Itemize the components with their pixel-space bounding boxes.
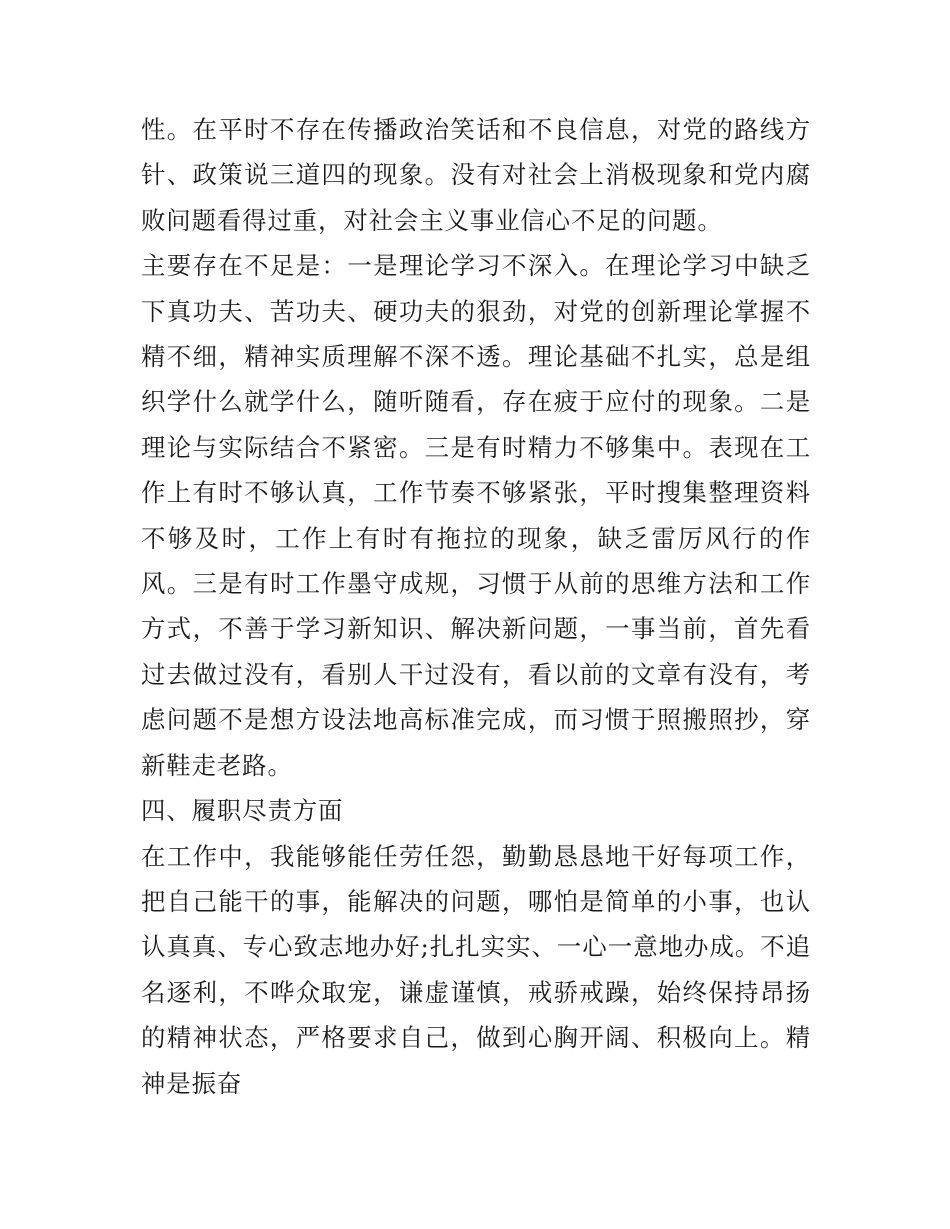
section-heading-duty: 四、履职尽责方面	[141, 796, 344, 826]
document-body	[141, 107, 811, 1106]
paragraph-shortcomings: 主要存在不足是：一是理论学习不深入。在理论学习中缺乏下真功夫、苦功夫、硬功夫的狠劲，对党的创新理论掌握不精不细，精神实质理解不深不透。理论基础不扎实，总是组织学什么就学什么，随听随看，存在疲于应付的现象。二是理论与实际结合不紧密。三是有时精力不够集中。表现在工作上有时不够认真，工作节奏不够紧张，平时搜集整理资料不够及时，工作上有时有拖拉的现象，缺乏雷厉风行的作风。三是有时工作墨守成规，习惯于从前的思维方法和工作方式，不善于学习新知识、解决新问题，一事当前，首先看过去做过没有，看别人干过没有，看以前的文章有没有，考虑问题不是想方设法地高标准完成，而习惯于照搬照抄，穿新鞋走老路。	[141, 251, 811, 780]
paragraph-political-attitude: 性。在平时不存在传播政治笑话和不良信息，对党的路线方针、政策说三道四的现象。没有对社会上消极现象和党内腐败问题看得过重，对社会主义事业信心不足的问题。	[141, 115, 811, 235]
paragraph-duty-performance: 在工作中，我能够能任劳任怨，勤勤恳恳地干好每项工作，把自己能干的事，能解决的问题，哪怕是简单的小事，也认认真真、专心致志地办好;扎扎实实、一心一意地办成。不追名逐利，不哗众取宠，谦虚谨慎，戒骄戒躁，始终保持昂扬的精神状态，严格要求自己，做到心胸开阔、积极向上。精神是振奋	[141, 841, 811, 1098]
